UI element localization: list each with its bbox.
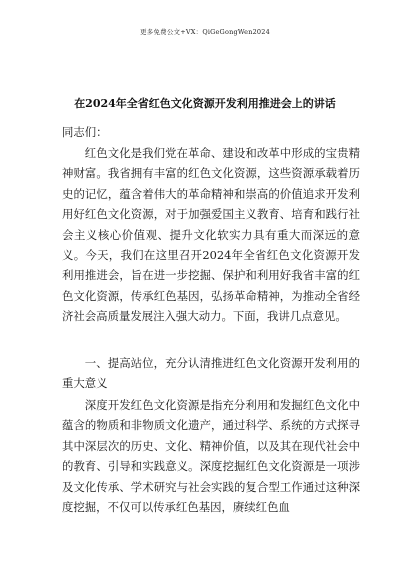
salutation: 同志们： [62,125,108,139]
section-heading-1: 一、提高站位，充分认清推进红色文化资源开发利用的重大意义 [62,356,360,391]
section-heading-1-block [62,353,360,394]
header-note: 更多免费公文+VX：QiGeGongWen2024 [140,28,270,36]
paragraph-2-block [62,395,360,517]
paragraph-2: 深度开发红色文化资源是指充分利用和发掘红色文化中蕴含的物质和非物质文化遗产，通过科学、系统的方式探寻其中深层次的历史、文化、精神价值，以及其在现代社会中的教育、引导和实践意义。深度挖掘红色文化资源是一项涉及文化传承、学术研究与社会实践的复合型工作通过这种深度挖掘，不仅可以传承红色基因，赓续红色血 [62,398,360,515]
document-title: 在2024年全省红色文化资源开发利用推进会上的讲话 [74,97,336,110]
paragraph-1-block [62,143,360,327]
paragraph-1: 红色文化是我们党在革命、建设和改革中形成的宝贵精神财富。我省拥有丰富的红色文化资源，这些资源承载着历史的记忆，蕴含着伟大的革命精神和崇高的价值追求开发利用好红色文化资源，对于加强爱国主义教育、培育和践行社会主义核心价值观、提升文化软实力具有重大而深远的意义。今天，我们在这里召开2024年全省红色文化资源开发利用推进会，旨在进一步挖掘、保护和利用好我省丰富的红色文化资源，传承红色基因，弘扬革命精神，为推动全省经济社会高质量发展注入强大动力。下面，我讲几点意见。 [62,146,360,324]
salutation-block [62,122,360,142]
